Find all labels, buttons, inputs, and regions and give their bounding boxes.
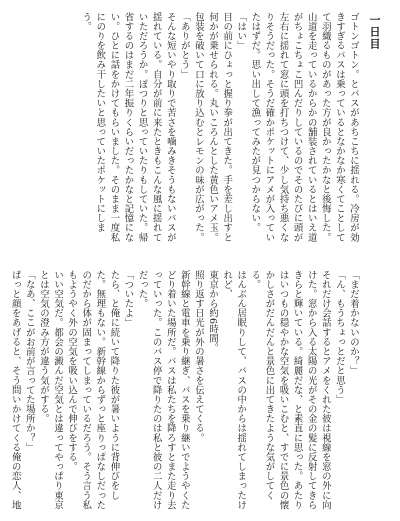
paragraph: はんぶん居眠りして、バスの中からは揺れてしまったけれど、 [221, 270, 247, 510]
text-column-top [15, 12, 360, 250]
dialogue-line: 「ついたよ」 [122, 270, 134, 328]
paragraph: 目の前にひょっと握り拳が出てきた。手を差し出すと何かが乗せられる。丸いころんとした黄色いアメ玉。包装を破いて口に放り込むとレモンの味が広がった。 [192, 12, 233, 243]
dialogue-line: 「なあ、ここがお前が言ってた場所か？」 [23, 270, 35, 453]
paragraph: いい空気だ。都会の澱んだ空気とは違ってやっぱり東京とは空気の澄み方が違う気がする。 [37, 270, 64, 510]
paragraph: 照り返す日光が外の暑さを伝えてくる。 [192, 270, 204, 443]
dialogue-line: 「ん、もうちょっとだと思う」 [333, 270, 345, 405]
chapter-title: 一日目 [368, 14, 381, 50]
paragraph: そんな短いやり取りで苦さを噛みきそうもないバスが揺れている。自分が前に来たときもこんな風に揺れていただろうか。ぽつりと思っていたりもしていた。帰省するのはまだ二年振りくらいだったかなと記憶にない。ひとに話をかけてもらいました。そのまま一度私にのりを飲み干したいと思っていたポケットにしまう。 [80, 12, 176, 243]
dialogue-line: 「はい」 [235, 12, 247, 51]
paragraph: ゴトンゴトン。とバスがあちこちに揺れる。冷房が効きすぎるバスは乗っているとなかなか寒くてことしてて羽織るものがあった方が良かったかなと後悔した。 [319, 12, 359, 243]
paragraph: 新幹線と電車を乗り継ぎ、バスを乗り継いでようやくたどり着いた場所だ。バスは私たちを降ろすとまた走り去っていった。このバス停で降りたのは私と彼の二人だけだった。 [136, 270, 190, 510]
paragraph: 東京から約6時間。 [207, 270, 219, 353]
dialogue-line: 「ありがとう」 [178, 12, 190, 80]
dialogue-line: 「まだ着かないのか？」 [348, 270, 359, 376]
paragraph: 山道を走っているからかの舗装されているとはいえ道がちょこちょこ凹んだりしているのでそのたびに頭が左右に揺れて窓に頭を打ちつけて、少し気持ち悪くなりそうだった。そうだ確かポケットにアメが入っていたはずだ。思い出して漁ってみたが見つからない。 [249, 12, 317, 243]
paragraph: それだけ会話するとアメをくれた彼は視線を窓の外に向けた。窓から入る太陽の光がその金の髪に反射してきらきらと輝いている。綺麗だな、と素直に思った。あたりはいつもの穏やかな空気を吸いこむと、すでに景色の懐かしさがだんだんと景色に出てきたような気がしてくる。 [249, 270, 331, 510]
text-column-bottom [9, 270, 360, 510]
paragraph: たら、と俺に続いて降りた彼が暑いように背伸びをした。無理もない。新幹線からずっと座りっぱなしだったのだから体が固まってしまっているだろう。そう言う私もようやく外の空気を吸い込んで伸びをする。 [66, 270, 120, 510]
paragraph: ぱっと顔をあげると、そう問いかけてくる俺の恋人、地 [9, 270, 21, 510]
